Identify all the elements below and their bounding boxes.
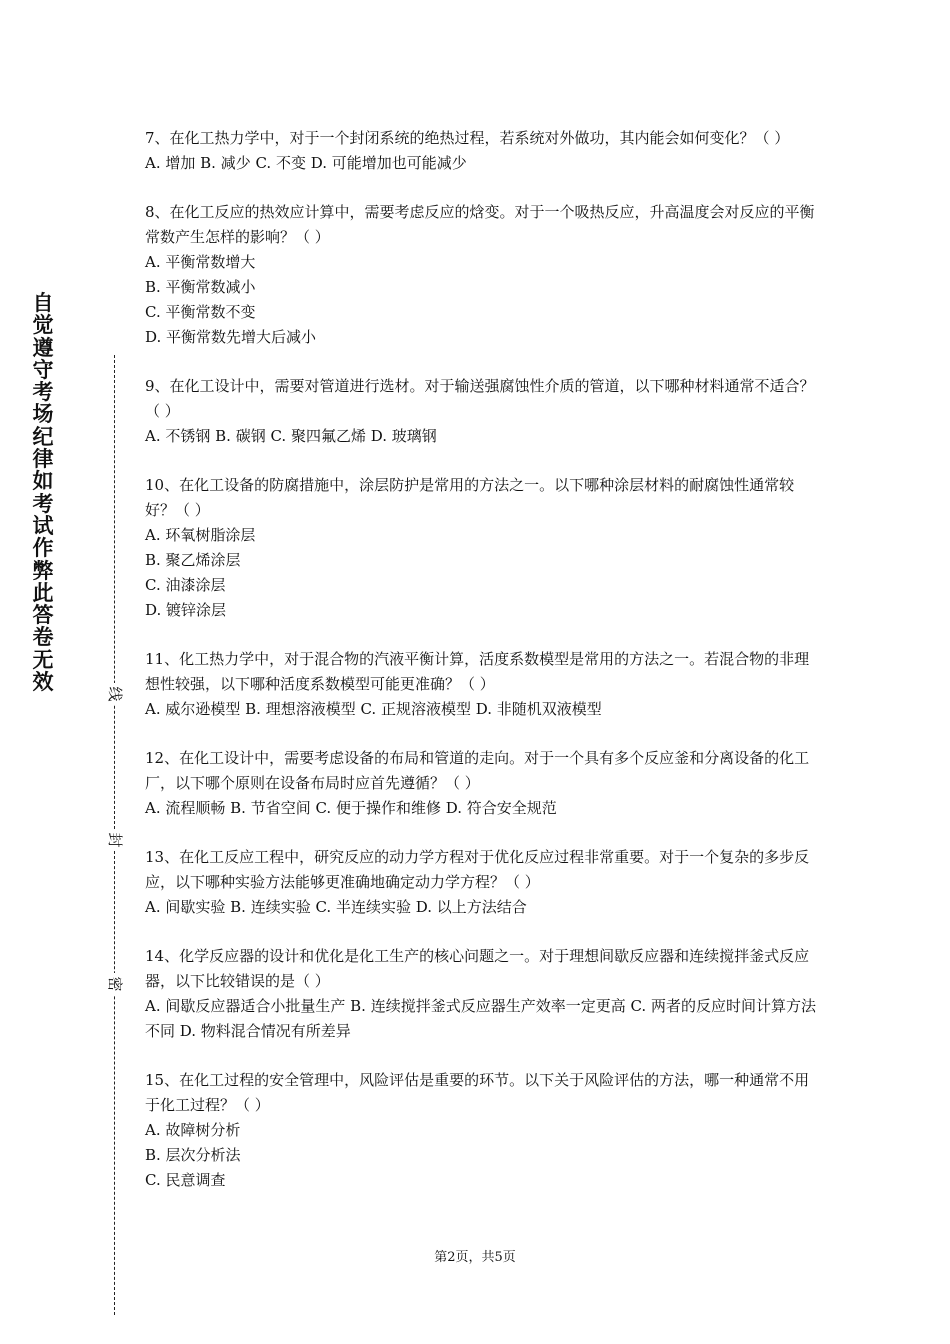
option-b: B. 平衡常数减小	[145, 278, 256, 296]
option-line: A. 流程顺畅 B. 节省空间 C. 便于操作和维修 D. 符合安全规范	[145, 799, 557, 817]
question-10	[145, 473, 817, 623]
option-d: D. 平衡常数先增大后减小	[145, 328, 317, 346]
question-text: 15、在化工过程的安全管理中，风险评估是重要的环节。以下关于风险评估的方法，哪一种通常不用于化工过程？（ ）	[145, 1071, 810, 1114]
option-c: C. 平衡常数不变	[145, 303, 256, 321]
option-line: A. 间歇实验 B. 连续实验 C. 半连续实验 D. 以上方法结合	[145, 898, 527, 916]
question-text: 7、在化工热力学中，对于一个封闭系统的绝热过程，若系统对外做功，其内能会如何变化？（ ）	[145, 129, 790, 147]
binding-label-mi: 密	[105, 973, 125, 995]
page-number: 第2页，共5页	[434, 1250, 516, 1265]
question-9	[145, 374, 817, 449]
question-text: 12、在化工设计中，需要考虑设备的布局和管道的走向。对于一个具有多个反应釜和分离设备的化工厂，以下哪个原则在设备布局时应首先遵循？（ ）	[145, 749, 810, 792]
binding-label-xian: 线	[105, 683, 125, 705]
option-a: A. 平衡常数增大	[145, 253, 256, 271]
question-text: 11、化工热力学中，对于混合物的汽液平衡计算，活度系数模型是常用的方法之一。若混合物的非理想性较强，以下哪种活度系数模型可能更准确？（ ）	[145, 650, 810, 693]
option-line: A. 增加 B. 减少 C. 不变 D. 可能增加也可能减少	[145, 154, 467, 172]
option-a: A. 环氧树脂涂层	[145, 526, 256, 544]
question-12	[145, 746, 817, 821]
option-a: A. 故障树分析	[145, 1121, 241, 1139]
binding-label-feng: 封	[105, 829, 125, 851]
question-text: 14、化学反应器的设计和优化是化工生产的核心问题之一。对于理想间歇反应器和连续搅拌釜式反应器，以下比较错误的是（ ）	[145, 947, 810, 990]
option-line: A. 威尔逊模型 B. 理想溶液模型 C. 正规溶液模型 D. 非随机双液模型	[145, 700, 602, 718]
question-11	[145, 647, 817, 722]
option-line: A. 不锈钢 B. 碳钢 C. 聚四氟乙烯 D. 玻璃钢	[145, 427, 437, 445]
option-c: C. 油漆涂层	[145, 576, 226, 594]
option-c: C. 民意调查	[145, 1171, 226, 1189]
question-text: 8、在化工反应的热效应计算中，需要考虑反应的焓变。对于一个吸热反应，升高温度会对反应的平衡常数产生怎样的影响？（ ）	[145, 203, 815, 246]
question-text: 13、在化工反应工程中，研究反应的动力学方程对于优化反应过程非常重要。对于一个复杂的多步反应，以下哪种实验方法能够更准确地确定动力学方程？（ ）	[145, 848, 810, 891]
option-b: B. 聚乙烯涂层	[145, 551, 241, 569]
option-line: A. 间歇反应器适合小批量生产 B. 连续搅拌釜式反应器生产效率一定更高 C. 两者的反应时间计算方法不同 D. 物料混合情况有所差异	[145, 997, 816, 1040]
question-13	[145, 845, 817, 920]
question-8	[145, 200, 817, 350]
option-d: D. 镀锌涂层	[145, 601, 227, 619]
option-b: B. 层次分析法	[145, 1146, 241, 1164]
exam-discipline-notice: 自觉遵守考场纪律如考试作弊此答卷无效	[32, 291, 54, 695]
question-14	[145, 944, 817, 1044]
question-7	[145, 126, 817, 176]
question-list	[145, 126, 817, 1217]
question-15	[145, 1068, 817, 1193]
question-text: 9、在化工设计中，需要对管道进行选材。对于输送强腐蚀性介质的管道，以下哪种材料通常不适合？（ ）	[145, 377, 815, 420]
question-text: 10、在化工设备的防腐措施中，涂层防护是常用的方法之一。以下哪种涂层材料的耐腐蚀性通常较好？（ ）	[145, 476, 795, 519]
